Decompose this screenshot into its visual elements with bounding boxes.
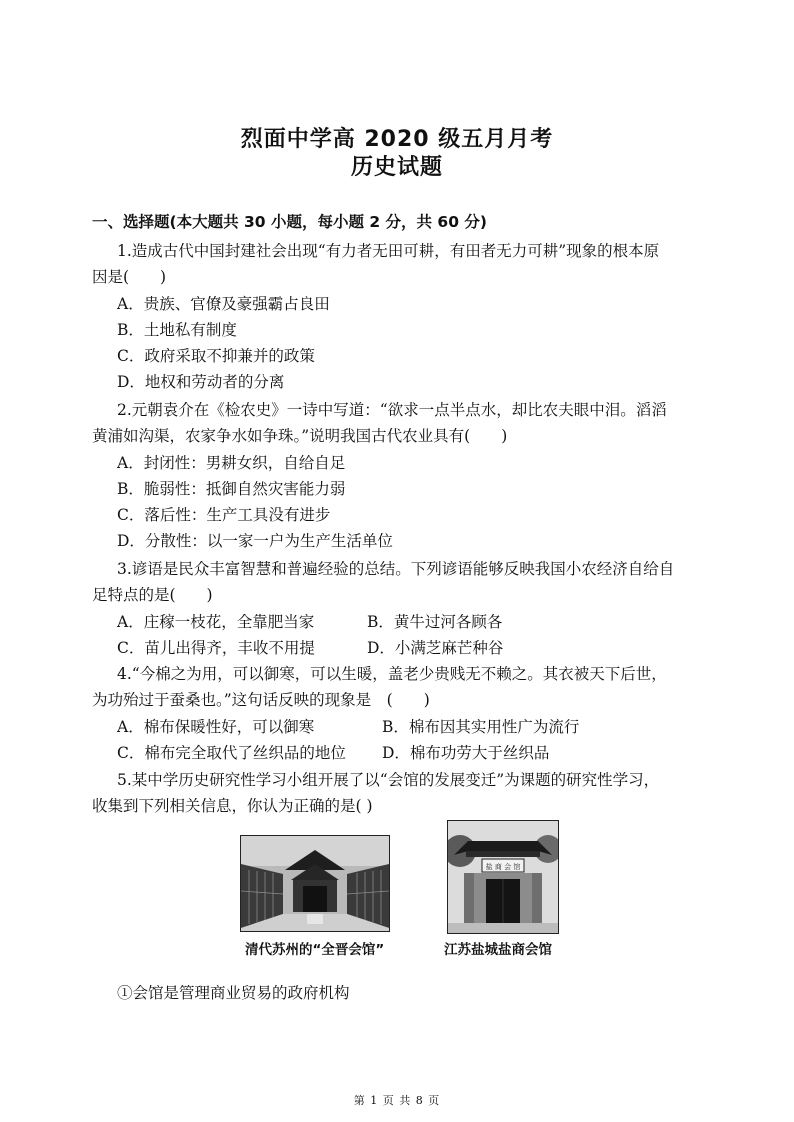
q2-option-c: C．落后性：生产工具没有进步: [117, 506, 331, 524]
q3-option-b: B．黄牛过河各顾各: [367, 613, 503, 631]
q3-option-d: D．小满芝麻芒种谷: [367, 639, 504, 657]
exam-subtitle: 历史试题: [350, 155, 443, 180]
q5-line-1: 5.某中学历史研究性学习小组开展了以“会馆的发展变迁”为课题的研究性学习，: [117, 771, 660, 789]
q4-option-d: D．棉布功劳大于丝织品: [382, 744, 550, 762]
q2-option-b: B．脆弱性：抵御自然灾害能力弱: [117, 480, 346, 498]
q1-option-a: A．贵族、官僚及豪强霸占良田: [117, 295, 330, 313]
salt-merchant-plaque-text: 盐 商 会 馆: [485, 863, 521, 871]
quanjin-guildhall-photo: [240, 835, 390, 932]
q1-line-1: 1.造成古代中国封建社会出现“有力者无田可耕，有田者无力可耕”现象的根本原: [117, 242, 660, 260]
q1-option-c: C．政府采取不抑兼并的政策: [117, 347, 315, 365]
q2-option-d: D．分散性：以一家一户为生产生活单位: [117, 532, 393, 550]
exam-title: 烈面中学高 2020 级五月月考: [240, 127, 554, 152]
q4-option-a: A．棉布保暖性好，可以御寒: [117, 718, 315, 736]
salt-merchant-guildhall-caption: 江苏盐城盐商会馆: [444, 942, 552, 958]
q4-option-c: C．棉布完全取代了丝织品的地位: [117, 744, 346, 762]
q2-option-a: A．封闭性：男耕女织，自给自足: [117, 454, 346, 472]
q1-line-2: 因是( ): [92, 268, 167, 286]
quanjin-guildhall-caption: 清代苏州的“全晋会馆”: [245, 942, 385, 958]
q3-line-2: 足特点的是( ): [92, 586, 213, 604]
q2-line-2: 黄浦如沟渠，农家争水如争珠。”说明我国古代农业具有( ): [92, 427, 508, 445]
q4-line-2: 为功殆过于蚕桑也。”这句话反映的现象是 ( ): [92, 691, 430, 709]
q1-option-b: B．土地私有制度: [117, 321, 237, 339]
q3-line-1: 3.谚语是民众丰富智慧和普遍经验的总结。下列谚语能够反映我国小农经济自给自: [117, 560, 675, 578]
salt-merchant-guildhall-photo: [447, 820, 559, 934]
q4-line-1: 4.“今棉之为用，可以御寒，可以生暖，盖老少贵贱无不赖之。其衣被天下后世，: [117, 665, 667, 683]
q4-option-b: B．棉布因其实用性广为流行: [382, 718, 580, 736]
q1-option-d: D．地权和劳动者的分离: [117, 373, 285, 391]
q2-line-1: 2.元朝袁介在《检农史》一诗中写道：“欲求一点半点水，却比农夫眼中泪。滔滔: [117, 401, 667, 419]
page-footer: 第 1 页 共 8 页: [353, 1094, 441, 1107]
statement-1: ①会馆是管理商业贸易的政府机构: [117, 984, 350, 1002]
section-heading: 一、选择题(本大题共 30 小题，每小题 2 分，共 60 分): [92, 213, 487, 231]
q3-option-c: C．苗儿出得齐，丰收不用提: [117, 639, 315, 657]
q3-option-a: A．庄稼一枝花，全靠肥当家: [117, 613, 315, 631]
q5-line-2: 收集到下列相关信息，你认为正确的是( ): [92, 797, 373, 815]
